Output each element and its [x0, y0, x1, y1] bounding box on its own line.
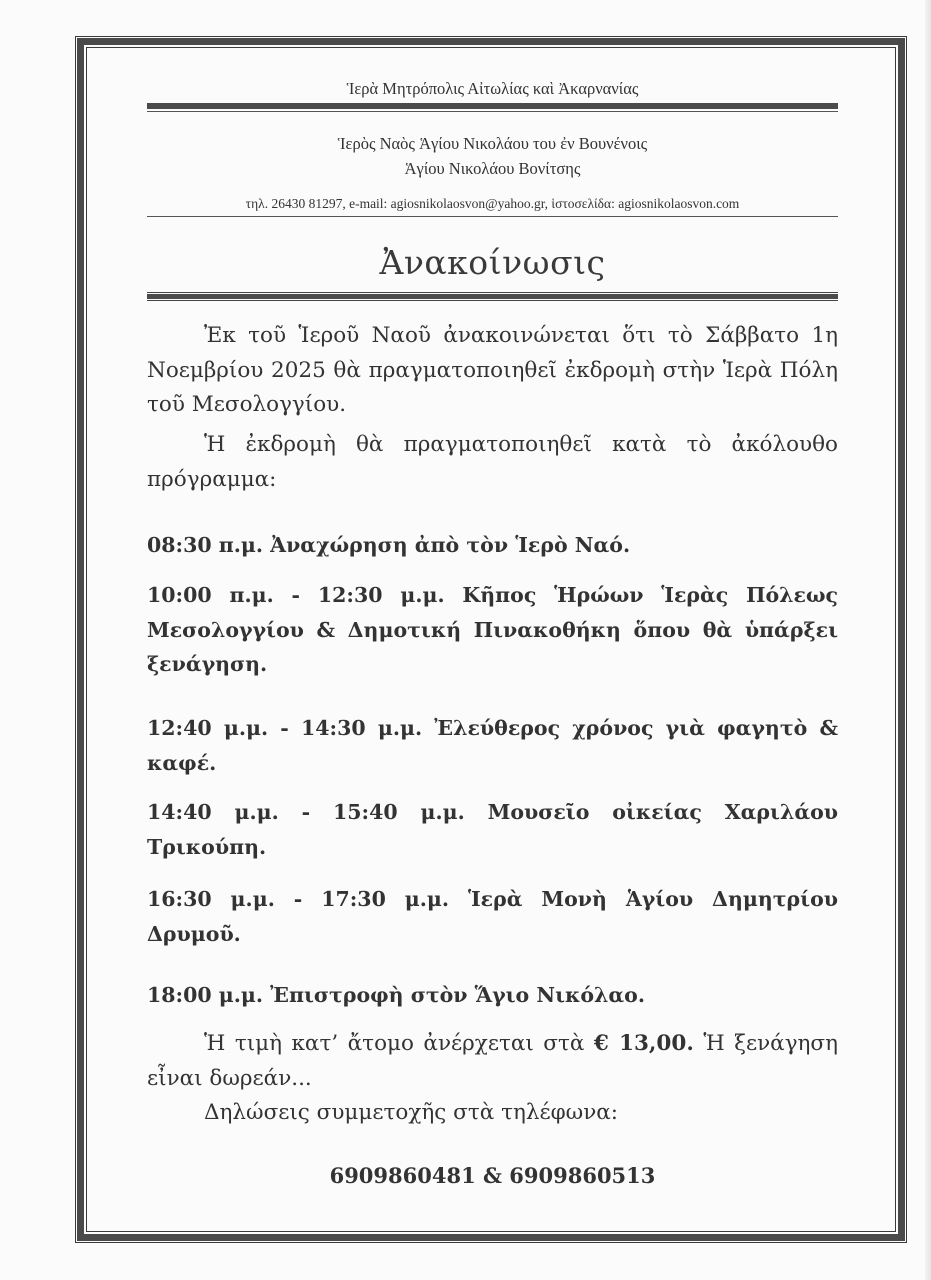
intro-paragraph-2: Ἡ ἐκδρομὴ θὰ πραγματοποιηθεῖ κατὰ τὸ ἀκόλουθο πρόγραμμα: — [147, 432, 838, 492]
price-value: € 13,00. — [593, 1031, 694, 1056]
scan-edge-shadow — [925, 0, 931, 1280]
parish-line-2: Ἁγίου Νικολάου Βονίτσης — [404, 159, 581, 178]
title-rule — [147, 292, 838, 301]
schedule-item: 18:00 μ.μ. Ἐπιστροφὴ στὸν Ἅγιο Νικόλαο. — [147, 983, 645, 1007]
schedule-item: 16:30 μ.μ. - 17:30 μ.μ. Ἱερὰ Μονὴ Ἁγίου Δημητρίου Δρυμοῦ. — [147, 887, 838, 946]
price-paragraph — [147, 1027, 838, 1131]
contact-rule — [147, 216, 838, 217]
registration-phones: 6909860481 & 6909860513 — [329, 1163, 656, 1188]
price-prefix: Ἡ τιμὴ κατ’ ἄτομο ἀνέρχεται στὰ — [204, 1031, 585, 1056]
registration-text: Δηλώσεις συμμετοχῆς στὰ τηλέφωνα: — [204, 1100, 619, 1125]
parish-line-1: Ἱερὸς Ναὸς Ἁγίου Νικολάου του ἐν Βουνένοις — [337, 134, 648, 153]
metropolis-name: Ἱερὰ Μητρόπολις Αἰτωλίας καὶ Ἀκαρνανίας — [346, 79, 639, 98]
price-suffix: Ἡ ξενάγηση εἶναι δωρεάν... — [147, 1031, 838, 1091]
schedule-item: 12:40 μ.μ. - 14:30 μ.μ. Ἐλεύθερος χρόνος γιὰ φαγητὸ & καφέ. — [147, 716, 838, 775]
schedule-item: 14:40 μ.μ. - 15:40 μ.μ. Μουσεῖο οἰκείας Χαριλάου Τρικούπη. — [147, 800, 838, 859]
schedule-item: 10:00 π.μ. - 12:30 μ.μ. Κῆπος Ἡρώων Ἱερὰς Πόλεως Μεσολογγίου & Δημοτική Πινακοθήκη ὅπου θὰ ὑπάρξει ξενάγηση. — [147, 583, 838, 676]
contact-info: τηλ. 26430 81297, e-mail: agiosnikolaosvon@yahoo.gr, ἱστοσελίδα: agiosnikolaosvon.com — [245, 196, 740, 211]
announcement-title: Ἀνακοίνωσις — [379, 243, 606, 282]
header-rule — [147, 103, 838, 112]
parish-name — [147, 131, 838, 181]
intro-paragraph-1: Ἐκ τοῦ Ἱεροῦ Ναοῦ ἀνακοινώνεται ὅτι τὸ Σάββατο 1η Νοεμβρίου 2025 θὰ πραγματοποιηθεῖ ἐκδρομὴ στὴν Ἱερὰ Πόλη τοῦ Μεσολογγίου. — [147, 323, 838, 417]
schedule-item: 08:30 π.μ. Ἀναχώρηση ἀπὸ τὸν Ἱερὸ Ναό. — [147, 533, 631, 557]
